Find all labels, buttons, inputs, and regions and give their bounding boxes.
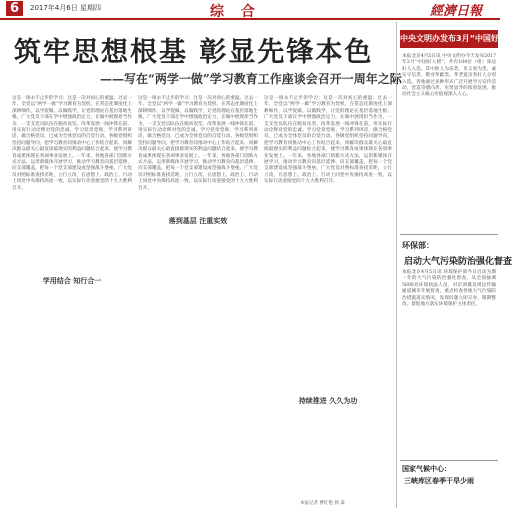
sidebar-divider <box>400 460 498 461</box>
article-column-3 <box>264 96 392 506</box>
byline: 本报记者 曹红艳 韩 霁 <box>300 501 345 506</box>
page-number: 6 <box>6 1 23 16</box>
climate-headline: 三峡库区春季干旱少雨 <box>404 476 474 485</box>
article-body: 这是一项永不止步的学习；这是一次对初心的重温。过去一年，全党以“两学一做”学习教育为契机，在常态化制度化上深耕细作，以学促做、以做践学，让党的理论在基层落地生根。广大党员干部在学中增强政治定力，在做中展现担当作为，一支支党员队伍在脱贫攻坚、改革发展一线冲锋在前，用实际行动诠释对党的忠诚。学习党章党规、学习系列讲话，做合格党员，已成为全体党员的自觉行动。各级党组织坚持问题导向，把学习教育同推动中心工作结合起来，同解决群众最关心最直接最现实的利益问题结合起来，使学习教育成果体现在各项事业发展上。一年来，各地各部门创新方式方法，运用新媒体开展学习，推动学习教育向基层延伸、向支部覆盖，把每一个党支部建设成坚强战斗堡垒。广大党员对照标准查找差距，立行立改，在思想上、政治上、行动上同党中央保持高度一致，以实际行动迎接党的十九大胜利召开。 <box>264 96 392 185</box>
sidebar-story-2 <box>402 270 496 456</box>
climate-kicker: 国家气候中心： <box>402 464 451 473</box>
env-headline: 启动大气污染防治强化督查 <box>404 257 513 267</box>
issue-date: 2017年4月6日 星期四 <box>30 4 101 12</box>
sidebar-divider <box>400 234 498 235</box>
article-body: 这是一项永不止步的学习；这是一次对初心的重温。过去一年，全党以“两学一做”学习教育为契机，在常态化制度化上深耕细作，以学促做、以做践学，让党的理论在基层落地生根。广大党员干部在学中增强政治定力，在做中展现担当作为，一支支党员队伍在脱贫攻坚、改革发展一线冲锋在前，用实际行动诠释对党的忠诚。学习党章党规、学习系列讲话，做合格党员，已成为全体党员的自觉行动。各级党组织坚持问题导向，把学习教育同推动中心工作结合起来，同解决群众最关心最直接最现实的利益问题结合起来，使学习教育成果体现在各项事业发展上。一年来，各地各部门创新方式方法，运用新媒体开展学习，推动学习教育向基层延伸、向支部覆盖，把每一个党支部建设成坚强战斗堡垒。广大党员对照标准查找差距，立行立改，在思想上、政治上、行动上同党中央保持高度一致，以实际行动迎接党的十九大胜利召开。 <box>12 96 132 191</box>
main-headline: 筑牢思想根基 彰显先锋本色 <box>14 37 374 68</box>
sidebar-headline: 中央文明办发布3月“中国好人榜” <box>400 30 498 48</box>
sidebar-body: 本报北京4月5日讯 中央文明办今天发布2017年3月“中国好人榜”，共有104位（组）身边好人入选。其中助人为乐类、见义勇为类、诚实守信类、敬业奉献类、孝老爱亲类好人分别入选。各地通过多种形式广泛开展学习宣传活动，营造崇德向善、见贤思齐的浓厚氛围，推动社会主义核心价值观深入人心。 <box>402 54 496 98</box>
subhead-3: 持续推进 久久为功 <box>298 396 358 405</box>
column-divider <box>396 22 397 508</box>
sidebar-body: 本报北京4月5日讯 环境保护部今日启动为期一年的大气污染防治强化督查，从全国抽调5600名环境执法人员，对京津冀及周边传输通道城市开展督查，重点检查各地大气污染防治措施落实情况，发现问题立即交办、限期整改，督促地方落实环境保护主体责任。 <box>402 270 496 308</box>
sidebar-story-1 <box>402 54 496 230</box>
subhead-1: 学用结合 知行合一 <box>42 276 102 285</box>
page-header <box>0 0 500 20</box>
article-column-2 <box>138 96 258 506</box>
env-kicker: 环保部： <box>402 240 434 250</box>
main-subtitle: ——写在“两学一做”学习教育工作座谈会召开一周年之际 <box>100 72 402 86</box>
article-column-1 <box>12 96 132 506</box>
newspaper-logo: 經濟日報 <box>430 4 483 19</box>
subhead-2: 落到基层 注重实效 <box>168 216 228 225</box>
article-body: 这是一项永不止步的学习；这是一次对初心的重温。过去一年，全党以“两学一做”学习教育为契机，在常态化制度化上深耕细作，以学促做、以做践学，让党的理论在基层落地生根。广大党员干部在学中增强政治定力，在做中展现担当作为，一支支党员队伍在脱贫攻坚、改革发展一线冲锋在前，用实际行动诠释对党的忠诚。学习党章党规、学习系列讲话，做合格党员，已成为全体党员的自觉行动。各级党组织坚持问题导向，把学习教育同推动中心工作结合起来，同解决群众最关心最直接最现实的利益问题结合起来，使学习教育成果体现在各项事业发展上。一年来，各地各部门创新方式方法，运用新媒体开展学习，推动学习教育向基层延伸、向支部覆盖，把每一个党支部建设成坚强战斗堡垒。广大党员对照标准查找差距，立行立改，在思想上、政治上、行动上同党中央保持高度一致，以实际行动迎接党的十九大胜利召开。 <box>138 96 258 191</box>
section-title: 综 合 <box>210 4 261 20</box>
